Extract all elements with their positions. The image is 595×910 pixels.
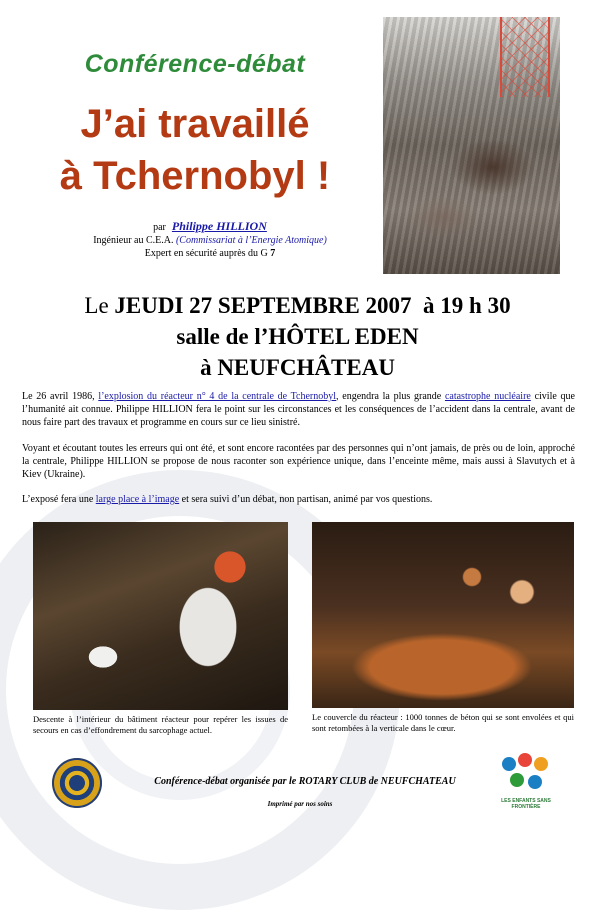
event-details — [20, 290, 575, 383]
speaker-par: par — [153, 222, 166, 233]
speaker-role-cea: (Commissariat à l’Energie Atomique) — [175, 235, 327, 246]
event-le: Le — [84, 293, 109, 318]
p1-link-explosion[interactable]: l’explosion du réacteur n° 4 de la centrale de Tchernobyl — [98, 391, 337, 402]
page-title — [20, 98, 370, 202]
p1-text-c: civile que l’humanité ait connue. Philippe HILLION fera le point sur les circonstances et les conséquences de l’accident dans la centrale, avant de nous faire part des travaux et programme en cours sur ce lieu sinistré. — [22, 391, 575, 428]
ventilation-tower-detail — [500, 17, 550, 97]
event-date-line — [20, 290, 575, 321]
printed-note: Imprimé par nos soins — [267, 800, 333, 808]
organizer-line: Conférence-débat organisée par le ROTARY CLUB de NEUFCHATEAU — [154, 776, 456, 787]
speaker-expert-prefix: Expert en sécurité auprès du G — [144, 248, 268, 259]
left-photo-caption: Descente à l’intérieur du bâtiment réacteur pour repérer les issues de secours en cas d’effondrement du sarcophage actuel. — [33, 714, 288, 735]
p1-text-a: Le 26 avril 1986, — [22, 391, 95, 402]
right-photo-caption: Le couvercle du réacteur : 1000 tonnes de béton qui se sont envolées et qui sont retombées à la verticale dans le cœur. — [312, 712, 574, 733]
event-venue: salle de l’HÔTEL EDEN — [176, 324, 419, 349]
p1-text-b: , engendra la plus grande — [336, 391, 442, 402]
p3-text-a: L’exposé fera une — [22, 494, 94, 505]
title-line-2: à Tchernobyl ! — [59, 154, 331, 198]
kicker-heading: Conférence-débat — [84, 50, 306, 78]
p3-text-b: et sera suivi d’un débat, non partisan, animé par vos questions. — [181, 494, 433, 505]
speaker-info — [60, 220, 360, 260]
rotary-wheel-logo-icon — [52, 758, 102, 808]
speaker-name-link[interactable]: Philippe HILLION — [171, 219, 267, 233]
speaker-line — [60, 220, 360, 234]
p3-link-image[interactable]: large place à l’image — [95, 494, 180, 505]
event-time: à 19 h 30 — [423, 293, 511, 318]
speaker-role — [60, 234, 360, 247]
paragraph-2: Voyant et écoutant toutes les erreurs qui ont été, et sont encore racontées par des personnes qui n’ont jamais, de près ou de loin, approché la centrale, Philippe HILLION se propose de nous raconter son expérience unique, dans l’enceinte même, mais aussi à Slavutych et à Kiev (Ukraine). — [22, 443, 575, 480]
speaker-expert — [60, 247, 360, 260]
event-date: JEUDI 27 SEPTEMBRE 2007 — [114, 293, 412, 318]
p1-link-catastrophe[interactable]: catastrophe nucléaire — [444, 391, 531, 402]
worker-descent-photo — [33, 522, 288, 710]
paragraph-1 — [22, 390, 575, 429]
paragraph-3 — [22, 493, 575, 506]
speaker-expert-suffix: 7 — [270, 248, 276, 259]
title-line-1: J’ai travaillé — [80, 102, 310, 146]
children-logo-text: LES ENFANTS SANS FRONTIÈRE — [501, 798, 551, 810]
event-city: à NEUFCHÂTEAU — [200, 355, 395, 380]
reactor-lid-photo — [312, 522, 574, 708]
speaker-role-prefix: Ingénieur au C.E.A. — [93, 235, 174, 246]
